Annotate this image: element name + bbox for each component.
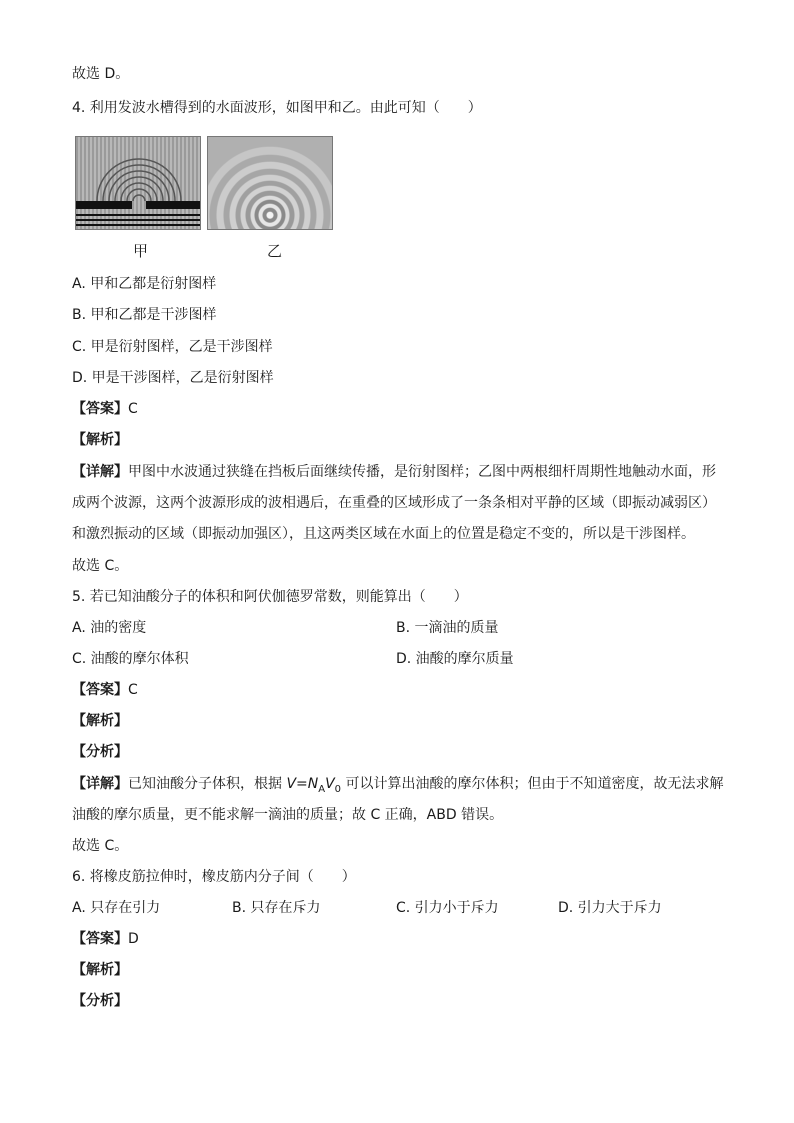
option-b: B. 甲和乙都是干涉图样 <box>72 307 217 323</box>
explanation-line: 和激烈振动的区域（即振动加强区），且这两类区域在水面上的位置是稳定不变的，所以是干涉图样。 <box>72 526 695 542</box>
text-line: 故选 D。 <box>72 66 130 82</box>
answer-tag: 【答案】 <box>72 682 128 698</box>
option-d: D. 甲是干涉图样，乙是衍射图样 <box>72 370 274 386</box>
option-b: B. 只存在斥力 <box>232 900 321 916</box>
option-c: C. 甲是衍射图样，乙是干涉图样 <box>72 339 273 355</box>
detail-tag: 【详解】 <box>72 464 128 480</box>
text-line: 故选 C。 <box>72 838 129 854</box>
option-a: A. 甲和乙都是衍射图样 <box>72 276 217 292</box>
explanation-line: 成两个波源，这两个波源形成的波相遇后，在重叠的区域形成了一条条相对平静的区域（即振动减弱区） <box>72 495 716 511</box>
answer-5 <box>72 680 138 701</box>
text-line: 故选 C。 <box>72 558 129 574</box>
option-b: B. 一滴油的质量 <box>396 620 499 636</box>
interference-image <box>207 136 333 230</box>
explanation-line <box>72 462 716 483</box>
option-a: A. 只存在引力 <box>72 900 161 916</box>
analysis-subheading: 【分析】 <box>72 993 128 1009</box>
option-a: A. 油的密度 <box>72 620 147 636</box>
answer-value: D <box>128 931 139 947</box>
question-6: 6. 将橡皮筋拉伸时，橡皮筋内分子间（ ） <box>72 869 356 885</box>
explanation-line: 油酸的摩尔质量，更不能求解一滴油的质量；故 C 正确，ABD 错误。 <box>72 807 504 823</box>
detail-text: 可以计算出油酸的摩尔体积；但由于不知道密度，故无法求解 <box>341 776 724 792</box>
detail-text: 甲图中水波通过狭缝在挡板后面继续传播，是衍射图样；乙图中两根细杆周期性地触动水面，形 <box>128 464 716 480</box>
answer-4 <box>72 399 138 420</box>
formula: $V=N_AV_0$ <box>286 776 342 795</box>
answer-tag: 【答案】 <box>72 401 128 417</box>
option-c: C. 引力小于斥力 <box>396 900 499 916</box>
detail-text: 已知油酸分子体积，根据 <box>128 776 287 792</box>
analysis-heading: 【解析】 <box>72 962 128 978</box>
answer-value: C <box>128 401 138 417</box>
figure-label-a: 甲 <box>133 242 149 260</box>
option-c: C. 油酸的摩尔体积 <box>72 651 189 667</box>
answer-tag: 【答案】 <box>72 931 128 947</box>
explanation-line <box>72 774 724 797</box>
answer-value: C <box>128 682 138 698</box>
detail-tag: 【详解】 <box>72 776 128 792</box>
analysis-heading: 【解析】 <box>72 432 128 448</box>
analysis-heading: 【解析】 <box>72 713 128 729</box>
answer-6 <box>72 929 139 950</box>
question-5: 5. 若已知油酸分子的体积和阿伏伽德罗常数，则能算出（ ） <box>72 589 468 605</box>
option-d: D. 引力大于斥力 <box>558 900 662 916</box>
question-4: 4. 利用发波水槽得到的水面波形，如图甲和乙。由此可知（ ） <box>72 100 482 116</box>
analysis-subheading: 【分析】 <box>72 744 128 760</box>
diffraction-image <box>75 136 201 230</box>
option-d: D. 油酸的摩尔质量 <box>396 651 514 667</box>
figure-label-b: 乙 <box>267 242 283 260</box>
